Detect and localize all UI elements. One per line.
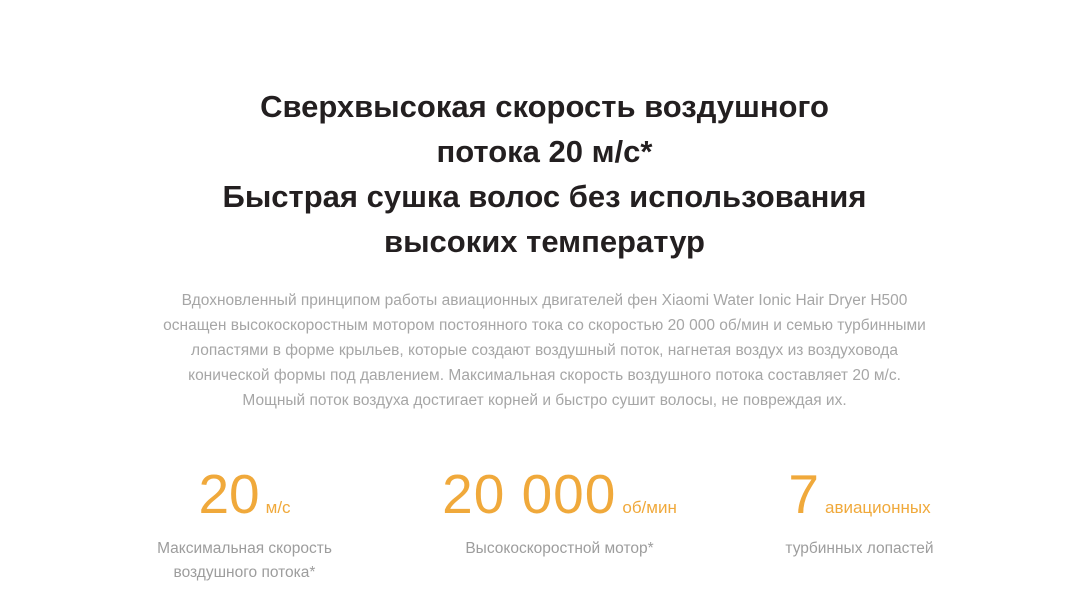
stat-figure <box>788 465 930 523</box>
description-line-1: Вдохновленный принципом работы авиационных двигателей фен Xiaomi Water Ionic Hair Dryer H500 <box>181 292 908 309</box>
description-line-3: лопастями в форме крыльев, которые создают воздушный поток, нагнетая воздух из воздуховода <box>191 342 898 359</box>
stats-row <box>115 465 975 585</box>
stat-figure <box>442 465 677 523</box>
stat-number: 20 <box>198 463 260 525</box>
stat-motor-rpm <box>415 465 705 561</box>
stat-unit: м/с <box>265 498 291 517</box>
stat-turbine-blades <box>745 465 975 561</box>
stat-caption-line-1: турбинных лопастей <box>785 540 934 557</box>
stat-unit: об/мин <box>622 498 677 517</box>
stat-figure <box>198 465 290 523</box>
stat-unit: авиационных <box>824 498 931 517</box>
description-line-5: Мощный поток воздуха достигает корней и быстро сушит волосы, не повреждая их. <box>242 392 847 409</box>
headline-line-1: Сверхвысокая скорость воздушного <box>260 89 829 124</box>
headline-line-3: Быстрая сушка волос без использования <box>222 179 867 214</box>
headline-line-4: высоких температур <box>384 224 705 259</box>
headline-line-2: потока 20 м/с* <box>436 134 653 169</box>
description-line-2: оснащен высокоскоростным мотором постоянного тока со скоростью 20 000 об/мин и семью турбинными <box>163 317 926 334</box>
stat-caption <box>465 537 653 561</box>
stat-airflow-speed <box>115 465 375 585</box>
stat-caption <box>785 537 933 561</box>
stat-number: 7 <box>788 463 819 525</box>
description-line-4: конической формы под давлением. Максимальная скорость воздушного потока составляет 20 м/с. <box>188 367 901 384</box>
stat-number: 20 000 <box>442 463 617 525</box>
stat-caption-line-1: Максимальная скорость <box>157 540 332 557</box>
stat-caption <box>157 537 332 585</box>
stat-caption-line-2: воздушного потока* <box>173 564 316 581</box>
description-paragraph <box>130 288 960 413</box>
stat-caption-line-1: Высокоскоростной мотор* <box>465 540 654 557</box>
page-title <box>105 84 985 264</box>
